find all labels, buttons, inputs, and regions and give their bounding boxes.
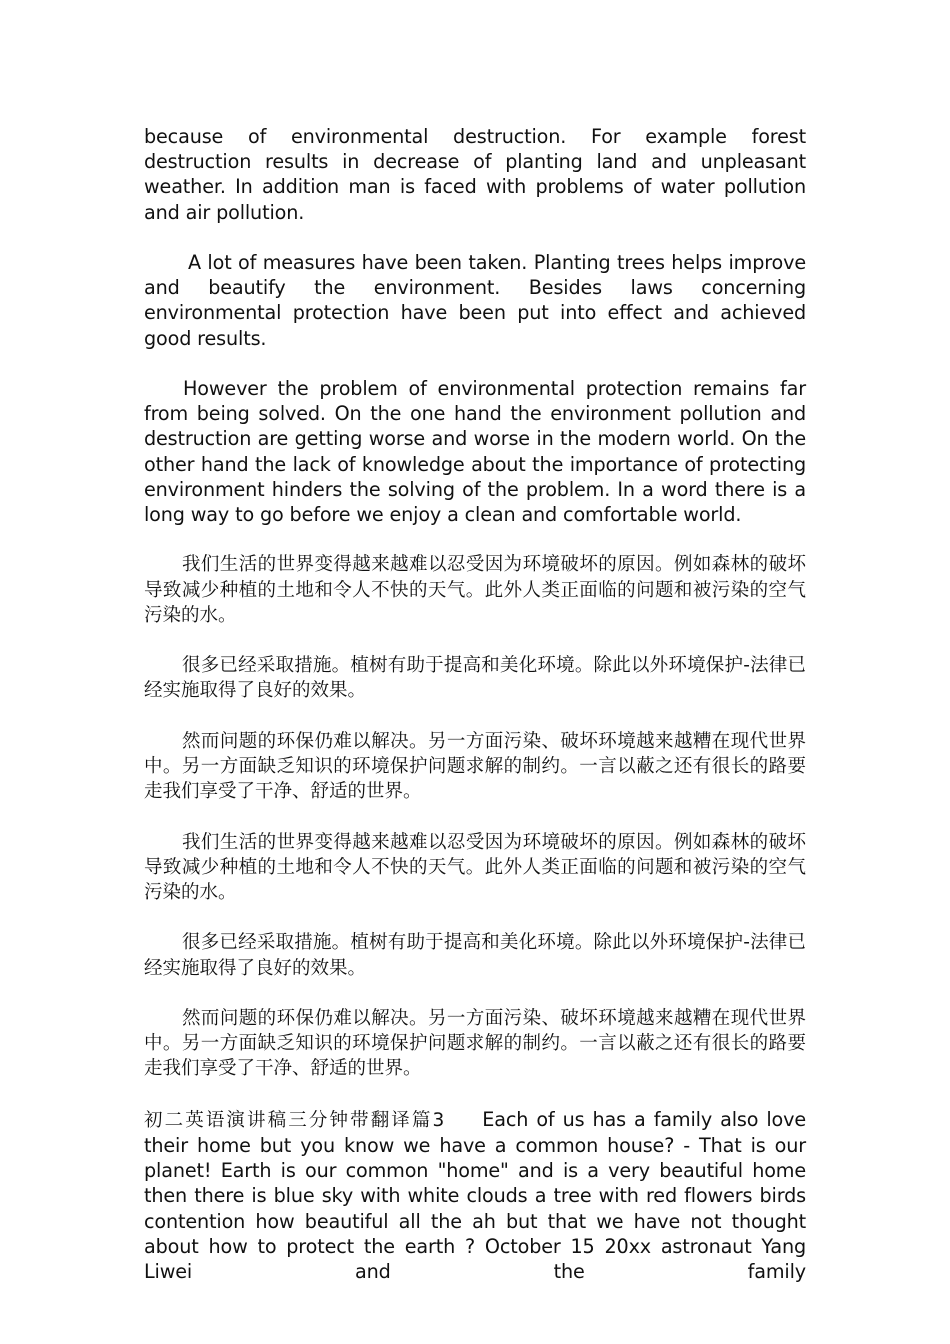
paragraph-zh-1: 我们生活的世界变得越来越难以忍受因为环境破坏的原因。例如森林的破坏导致减少种植的土地和令人不快的天气。此外人类正面临的问题和被污染的空气污染的水。	[144, 554, 806, 626]
paragraph-zh-2: 很多已经采取措施。植树有助于提高和美化环境。除此以外环境保护-法律已经实施取得了良好的效果。	[144, 655, 806, 702]
paragraph-zh-5: 很多已经采取措施。植树有助于提高和美化环境。除此以外环境保护-法律已经实施取得了良好的效果。	[144, 932, 806, 979]
paragraph-zh-3: 然而问题的环保仍难以解决。另一方面污染、破坏环境越来越糟在现代世界中。另一方面缺乏知识的环境保护问题求解的制约。一言以蔽之还有很长的路要走我们享受了干净、舒适的世界。	[144, 730, 806, 803]
section-heading: 初二英语演讲稿三分钟带翻译篇3	[144, 1109, 445, 1131]
section-paragraph	[144, 1107, 806, 1284]
document-body	[144, 124, 806, 1284]
paragraph-en-3: However the problem of environmental protection remains far from being solved. On the one hand the environment pollution and destruction are getting worse and worse in the modern world. On the other hand the lack of knowledge about the importance of protecting environment hinders the solving of the problem. In a word there is a long way to go before we enjoy a clean and comfortable world.	[144, 377, 806, 527]
paragraph-en-2: A lot of measures have been taken. Planting trees helps improve and beautify the environment. Besides laws concerning environmental protection have been put into effect and achieved good results.	[144, 251, 806, 350]
paragraph-en-1: because of environmental destruction. For example forest destruction results in decrease of planting land and unpleasant weather. In addition man is faced with problems of water pollution and air pollution.	[144, 125, 806, 224]
section-text: Each of us has a family also love their home but you know we have a common house? - That is our planet! Earth is our common "home" and is a very beautiful home then there is blue sky with white clouds a tree with red flowers birds contention how beautiful all the ah but that we have not thought about how to protect the earth ? October 15 20xx astronaut Yang Liwei and the family	[144, 1107, 806, 1283]
paragraph-zh-6: 然而问题的环保仍难以解决。另一方面污染、破坏环境越来越糟在现代世界中。另一方面缺乏知识的环境保护问题求解的制约。一言以蔽之还有很长的路要走我们享受了干净、舒适的世界。	[144, 1007, 806, 1080]
paragraph-zh-4: 我们生活的世界变得越来越难以忍受因为环境破坏的原因。例如森林的破坏导致减少种植的土地和令人不快的天气。此外人类正面临的问题和被污染的空气污染的水。	[144, 831, 806, 903]
